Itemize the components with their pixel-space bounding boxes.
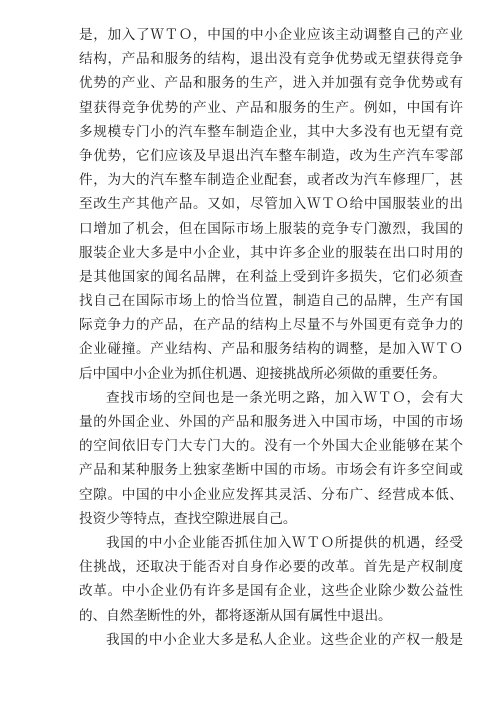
text-line: 服装企业大多是中小企业，其中许多企业的服装在出口时用的 (79, 244, 463, 261)
text-line: 结构，产品和服务的结构，退出没有竞争优势或无望获得竞争 (79, 51, 463, 68)
text-line: 际竞争力的产品，在产品的结构上尽量不与外国更有竞争力的 (79, 317, 463, 334)
text-line: 争优势，它们应该及早退出汽车整车制造，改为生产汽车零部 (79, 147, 463, 164)
text-line: 的空间依旧专门大专门大的。没有一个外国大企业能够在某个 (79, 438, 463, 455)
text-line: 查找市场的空间也是一条光明之路，加入ＷＴＯ，会有大 (106, 389, 463, 406)
text-line: 投资少等特点，查找空隙进展自己。 (79, 510, 297, 527)
text-line: 优势的产业、产品和服务的生产，进入并加强有竞争优势或有 (79, 75, 463, 92)
text-line: 空隙。中国的中小企业应发挥其灵活、分布广、经营成本低、 (79, 486, 463, 503)
text-line: 后中国中小企业为抓住机遇、迎接挑战所必须做的重要任务。 (79, 365, 447, 382)
text-line: 我国的中小企业大多是私人企业。这些企业的产权一般是 (106, 631, 463, 648)
body-text (79, 23, 463, 652)
text-line: 产品和某种服务上独家垄断中国的市场。市场会有许多空间或 (79, 462, 463, 479)
text-line: 我国的中小企业能否抓住加入ＷＴＯ所提供的机遇，经受 (106, 534, 463, 551)
text-line: 件，为大的汽车整车制造企业配套，或者改为汽车修理厂，甚 (79, 172, 463, 189)
text-line: 量的外国企业、外国的产品和服务进入中国市场，中国的市场 (79, 414, 463, 430)
text-line: 口增加了机会，但在国际市场上服装的竞争专门激烈，我国的 (79, 220, 463, 237)
text-line: 至改生产其他产品。又如，尽管加入ＷＴＯ给中国服装业的出 (79, 196, 463, 213)
text-line: 的、自然垄断性的外，都将逐渐从国有属性中退出。 (79, 607, 392, 624)
text-line: 企业碰撞。产业结构、产品和服务结构的调整，是加入ＷＴＯ (79, 341, 463, 358)
text-line: 是其他国家的闻名品牌，在利益上受到许多损失，它们必须查 (79, 268, 463, 285)
text-line: 找自己在国际市场上的恰当位置，制造自己的品牌，生产有国 (79, 293, 463, 310)
text-line: 是，加入了ＷＴＯ，中国的中小企业应该主动调整自己的产业 (79, 27, 463, 43)
text-line: 望获得竞争优势的产业、产品和服务的生产。例如，中国有许 (79, 99, 463, 116)
text-line: 住挑战，还取决于能否对自身作必要的改革。首先是产权制度 (79, 559, 463, 576)
text-line: 多规模专门小的汽车整车制造企业，其中大多没有也无望有竞 (79, 123, 463, 140)
text-line: 改革。中小企业仍有许多是国有企业，这些企业除少数公益性 (79, 583, 463, 600)
